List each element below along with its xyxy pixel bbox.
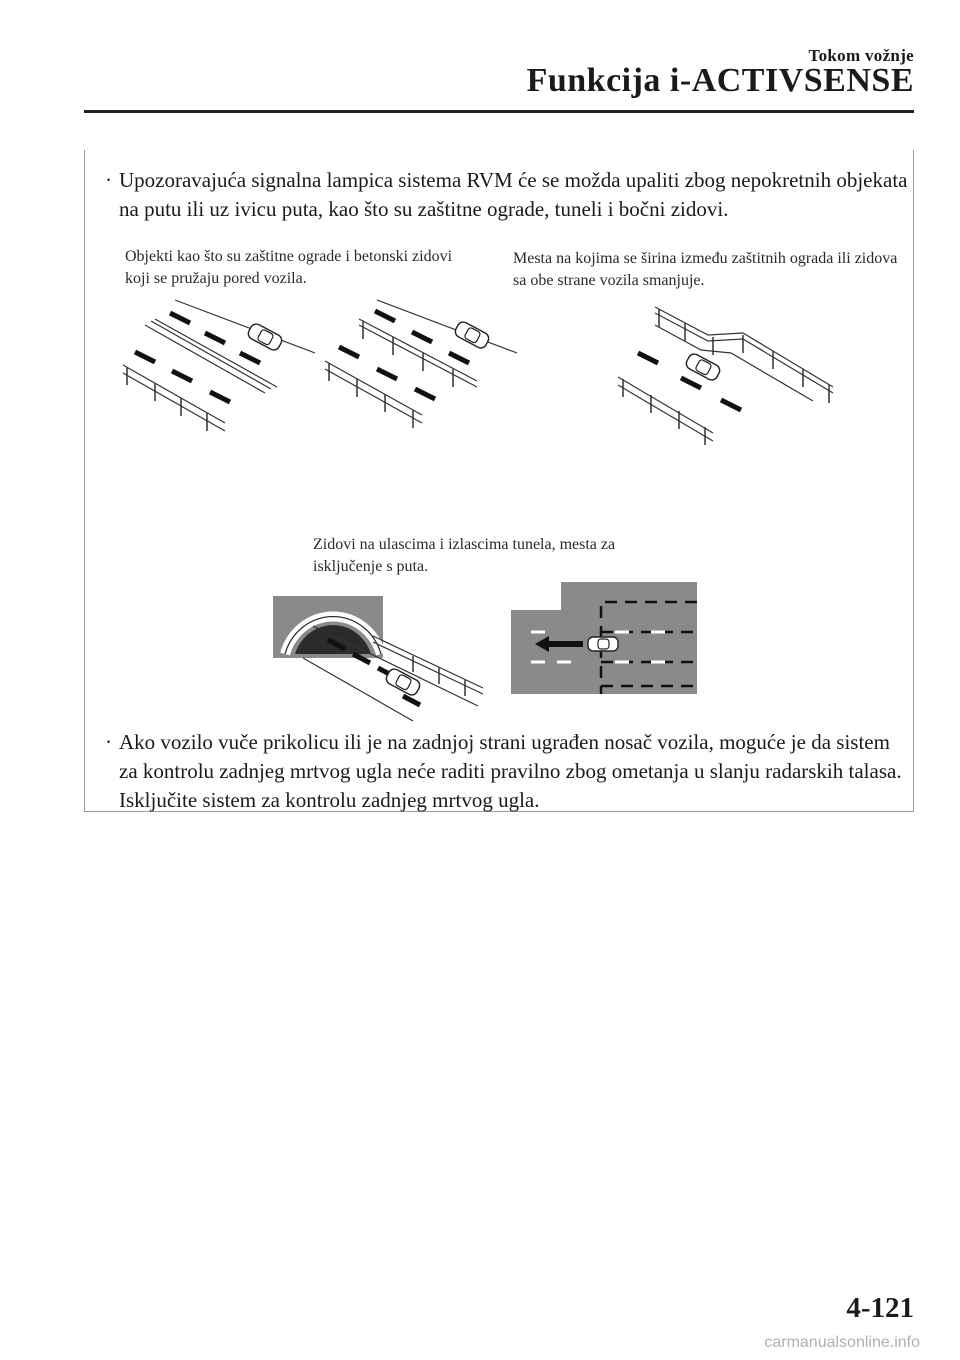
- section-label: Tokom vožnje: [808, 46, 914, 65]
- page-title: Funkcija i-ACTIVSENSE: [526, 62, 914, 99]
- double-guardrail-illustration: [317, 295, 517, 440]
- bullet-text: Upozoravajuća signalna lampica sistema RVM će se možda upaliti zbog nepokretnih objekata na putu ili uz ivicu puta, kao što su zaštitne ograde, tuneli i bočni zidovi.: [119, 168, 908, 221]
- tunnel-illustration: [273, 596, 483, 726]
- exit-lane-illustration: [511, 582, 697, 694]
- caption-tunnel: Zidovi na ulascima i izlascima tunela, mesta za isključenje s puta.: [313, 536, 616, 575]
- car-icon: [684, 352, 722, 382]
- narrowing-road-illustration: [613, 295, 843, 450]
- guardrail-wall-illustration: [115, 295, 315, 440]
- car-icon: [246, 322, 284, 352]
- car-icon: [588, 637, 618, 651]
- bullet-marker: ·: [105, 168, 112, 192]
- bullet-marker: ·: [105, 730, 112, 754]
- note-box: [84, 150, 914, 812]
- page-number: 4-121: [846, 1292, 914, 1324]
- caption-narrowing: Mesta na kojima se širina između zaštitnih ograda ili zidova sa obe strane vozila smanjuje.: [513, 250, 898, 289]
- header-divider: [84, 110, 914, 113]
- bullet-text: Ako vozilo vuče prikolicu ili je na zadnjoj strani ugrađen nosač vozila, moguće je da sistem za kontrolu zadnjeg mrtvog ugla neće raditi pravilno zbog ometanja u slanju radarskih talasa. Isključite sistem za kontrolu zadnjeg mrtvog ugla.: [119, 730, 902, 812]
- watermark: carmanualsonline.info: [764, 1334, 920, 1351]
- car-icon: [453, 320, 491, 350]
- caption-guardrails: Objekti kao što su zaštitne ograde i betonski zidovi koji se pružaju pored vozila.: [125, 248, 453, 287]
